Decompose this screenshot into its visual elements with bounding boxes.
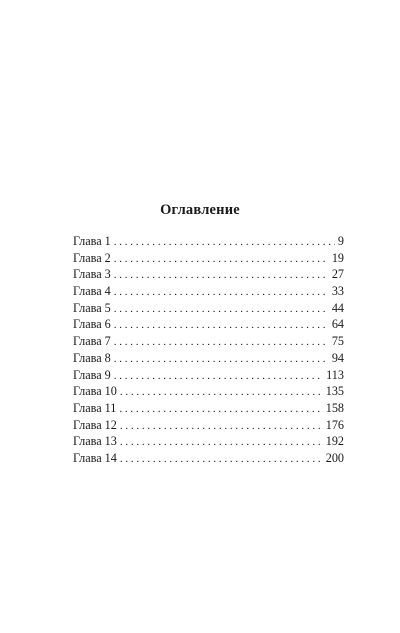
toc-entry-label: Глава 14 bbox=[73, 450, 117, 465]
toc-entry[interactable] bbox=[73, 450, 344, 467]
toc-leader-dots bbox=[114, 317, 329, 333]
toc-entry[interactable] bbox=[73, 367, 344, 384]
toc-entry[interactable] bbox=[73, 383, 344, 400]
toc-entry-page: 158 bbox=[325, 400, 344, 415]
toc-leader-dots bbox=[114, 351, 329, 367]
toc-entry-page: 135 bbox=[325, 384, 344, 399]
toc-entry-page: 27 bbox=[331, 267, 344, 282]
toc-entry[interactable] bbox=[73, 433, 344, 450]
toc-entry[interactable] bbox=[73, 233, 344, 250]
toc-entry-page: 19 bbox=[331, 250, 344, 265]
toc-entry-label: Глава 1 bbox=[73, 234, 111, 248]
toc-entry-label: Глава 3 bbox=[73, 267, 111, 282]
toc-entry-label: Глава 13 bbox=[73, 434, 117, 449]
toc-entry-label: Глава 11 bbox=[73, 400, 117, 415]
toc-entry-label: Глава 8 bbox=[73, 350, 111, 365]
toc-entry-page: 113 bbox=[326, 367, 344, 382]
toc-entry-label: Глава 10 bbox=[73, 384, 117, 399]
toc-entry[interactable] bbox=[73, 266, 344, 283]
toc-leader-dots bbox=[120, 434, 323, 450]
toc-entry[interactable] bbox=[73, 316, 344, 333]
toc-entry-page: 75 bbox=[331, 334, 344, 349]
toc-leader-dots bbox=[114, 284, 329, 300]
toc-leader-dots bbox=[120, 451, 323, 467]
toc-entry-label: Глава 4 bbox=[73, 284, 111, 299]
toc-entry[interactable] bbox=[73, 417, 344, 434]
toc-leader-dots bbox=[114, 234, 335, 250]
toc-leader-dots bbox=[120, 418, 323, 434]
toc-entry-label: Глава 6 bbox=[73, 317, 111, 332]
toc-entry-page: 176 bbox=[325, 417, 344, 432]
toc-leader-dots bbox=[119, 401, 322, 417]
toc-entry-page: 9 bbox=[337, 234, 344, 248]
toc-leader-dots bbox=[114, 251, 329, 267]
toc-entry-label: Глава 5 bbox=[73, 300, 111, 315]
toc-leader-dots bbox=[120, 384, 323, 400]
toc-title: Оглавление bbox=[160, 202, 240, 218]
toc-entry-page: 64 bbox=[331, 317, 344, 332]
toc-leader-dots bbox=[114, 267, 329, 283]
toc-entry-page: 192 bbox=[325, 434, 344, 449]
toc-entry-label: Глава 2 bbox=[73, 250, 111, 265]
toc-entry[interactable] bbox=[73, 333, 344, 350]
toc-entry[interactable] bbox=[73, 283, 344, 300]
toc-list bbox=[73, 233, 344, 467]
toc-entry-label: Глава 9 bbox=[73, 367, 111, 382]
toc-entry[interactable] bbox=[73, 250, 344, 267]
toc-entry-page: 94 bbox=[331, 350, 344, 365]
toc-entry-label: Глава 7 bbox=[73, 334, 111, 349]
toc-entry-page: 200 bbox=[325, 450, 344, 465]
toc-entry[interactable] bbox=[73, 300, 344, 317]
toc-entry-page: 44 bbox=[331, 300, 344, 315]
toc-leader-dots bbox=[114, 368, 323, 384]
toc-entry-label: Глава 12 bbox=[73, 417, 117, 432]
toc-entry[interactable] bbox=[73, 400, 344, 417]
toc-entry-page: 33 bbox=[331, 284, 344, 299]
toc-leader-dots bbox=[114, 334, 329, 350]
toc-leader-dots bbox=[114, 301, 329, 317]
toc-entry[interactable] bbox=[73, 350, 344, 367]
